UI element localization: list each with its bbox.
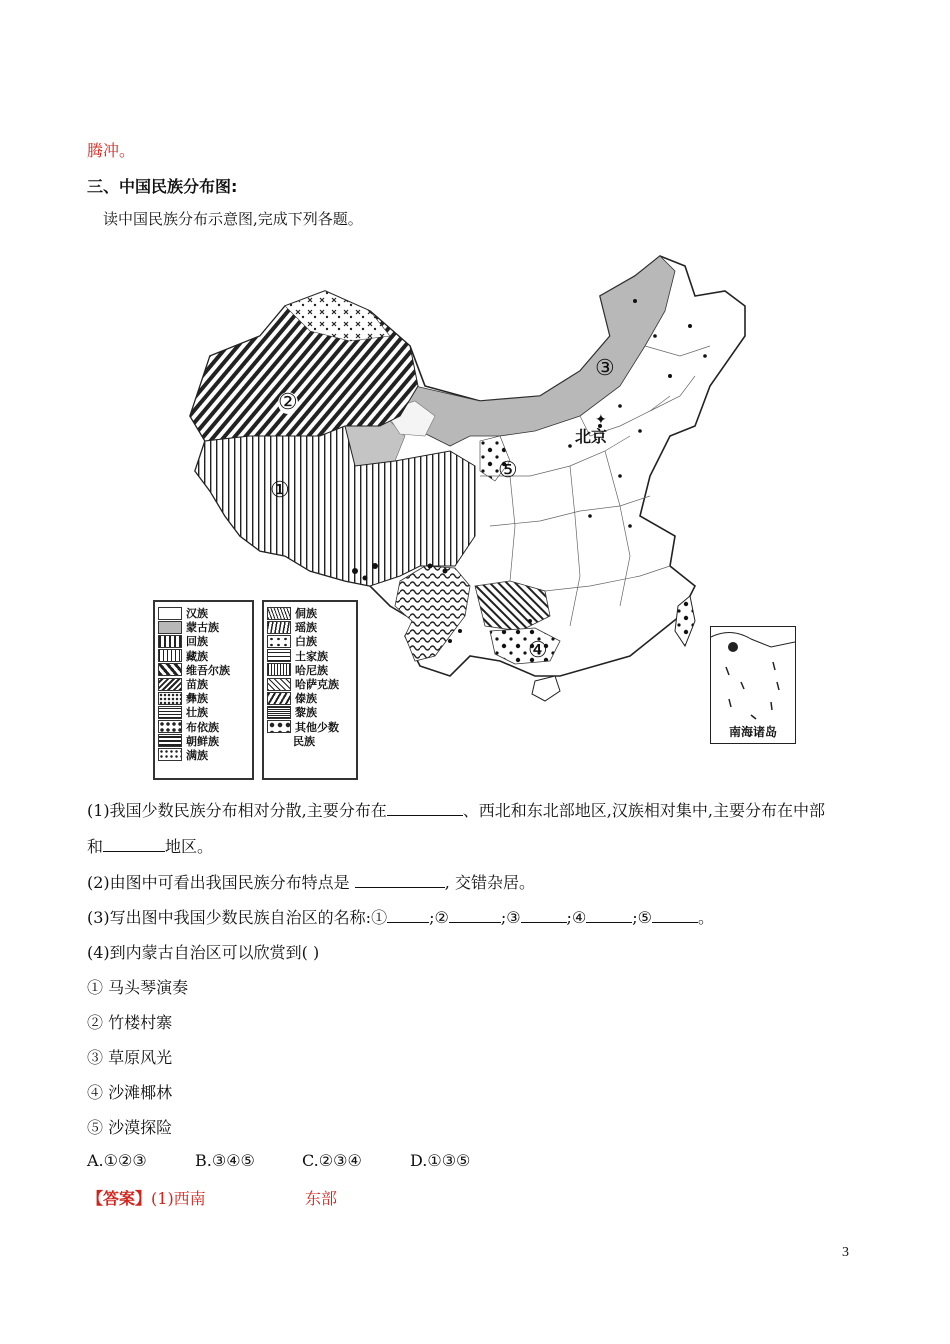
legend-item: 藏族	[155, 649, 252, 663]
inset-label: 南海诸岛	[729, 725, 778, 739]
legend-item: 壮族	[155, 705, 252, 719]
answer-part-1: (1)西南	[151, 1189, 206, 1208]
legend-item: 民族	[293, 734, 315, 748]
legend-item: 傣族	[264, 691, 356, 705]
legend-left	[153, 600, 254, 780]
blank-field	[103, 835, 165, 852]
blank-field	[387, 799, 463, 816]
legend-item: 瑶族	[264, 620, 356, 634]
choice-d: D.①③⑤	[410, 1151, 471, 1170]
answer-part-2: 东部	[305, 1189, 338, 1208]
blank-field	[521, 906, 567, 923]
marker-1: ①	[270, 478, 290, 503]
legend-item: 哈萨克族	[264, 677, 356, 691]
marker-2: ②	[278, 390, 298, 415]
question-3: (3)写出图中我国少数民族自治区的名称:① ;② ;③ ;④ ;⑤ 。	[87, 908, 715, 927]
page-number: 3	[842, 1245, 849, 1260]
legend-item: 土家族	[264, 649, 356, 663]
question-2: (2)由图中可看出我国民族分布特点是 , 交错杂居。	[87, 873, 535, 892]
answer-label: 【答案】	[87, 1189, 152, 1208]
section-title: 三、中国民族分布图:	[87, 177, 238, 196]
marker-3: ③	[595, 356, 615, 381]
legend-item: 其他少数	[264, 720, 356, 734]
marker-5: ⑤	[498, 458, 518, 483]
choice-b: B.③④⑤	[195, 1151, 255, 1170]
south-china-sea-inset	[710, 626, 796, 744]
hainan-island	[532, 676, 560, 701]
question-1-line-1: (1)我国少数民族分布相对分散,主要分布在 、西北和东北部地区,汉族相对集中,主要分布在中部	[87, 801, 825, 820]
question-1-line-2: 和 地区。	[87, 837, 214, 856]
legend-item: 朝鲜族	[155, 734, 252, 748]
intro-text: 读中国民族分布示意图,完成下列各题。	[103, 210, 363, 228]
answer-line	[87, 1186, 206, 1209]
beijing-label: 北京	[575, 427, 608, 446]
legend-item: 彝族	[155, 691, 252, 705]
blank-field	[449, 906, 501, 923]
option-4: ④ 沙滩椰林	[87, 1083, 173, 1102]
legend-item: 回族	[155, 634, 252, 648]
legend-item: 蒙古族	[155, 620, 252, 634]
ethnic-map-figure	[150, 236, 810, 776]
blank-field	[652, 906, 698, 923]
legend-item: 汉族	[155, 606, 252, 620]
choice-a: A.①②③	[87, 1151, 147, 1170]
legend-item: 黎族	[264, 705, 356, 719]
option-3: ③ 草原风光	[87, 1048, 173, 1067]
blank-field	[586, 906, 632, 923]
option-1: ① 马头琴演奏	[87, 978, 189, 997]
legend-item: 维吾尔族	[155, 663, 252, 677]
legend-right	[262, 600, 358, 780]
question-4: (4)到内蒙古自治区可以欣赏到( )	[87, 943, 320, 962]
legend-item: 布依族	[155, 720, 252, 734]
legend-item: 哈尼族	[264, 663, 356, 677]
beijing-star-icon: ✦	[595, 412, 607, 428]
choice-c: C.②③④	[302, 1151, 362, 1170]
legend-item: 苗族	[155, 677, 252, 691]
top-answer: 腾冲。	[87, 141, 136, 160]
blank-field	[355, 871, 445, 888]
blank-field	[387, 906, 429, 923]
marker-4: ④	[528, 638, 548, 663]
legend-item: 满族	[155, 748, 252, 762]
option-5: ⑤ 沙漠探险	[87, 1118, 173, 1137]
legend-item: 白族	[264, 634, 356, 648]
option-2: ② 竹楼村寨	[87, 1013, 173, 1032]
legend-item: 侗族	[264, 606, 356, 620]
